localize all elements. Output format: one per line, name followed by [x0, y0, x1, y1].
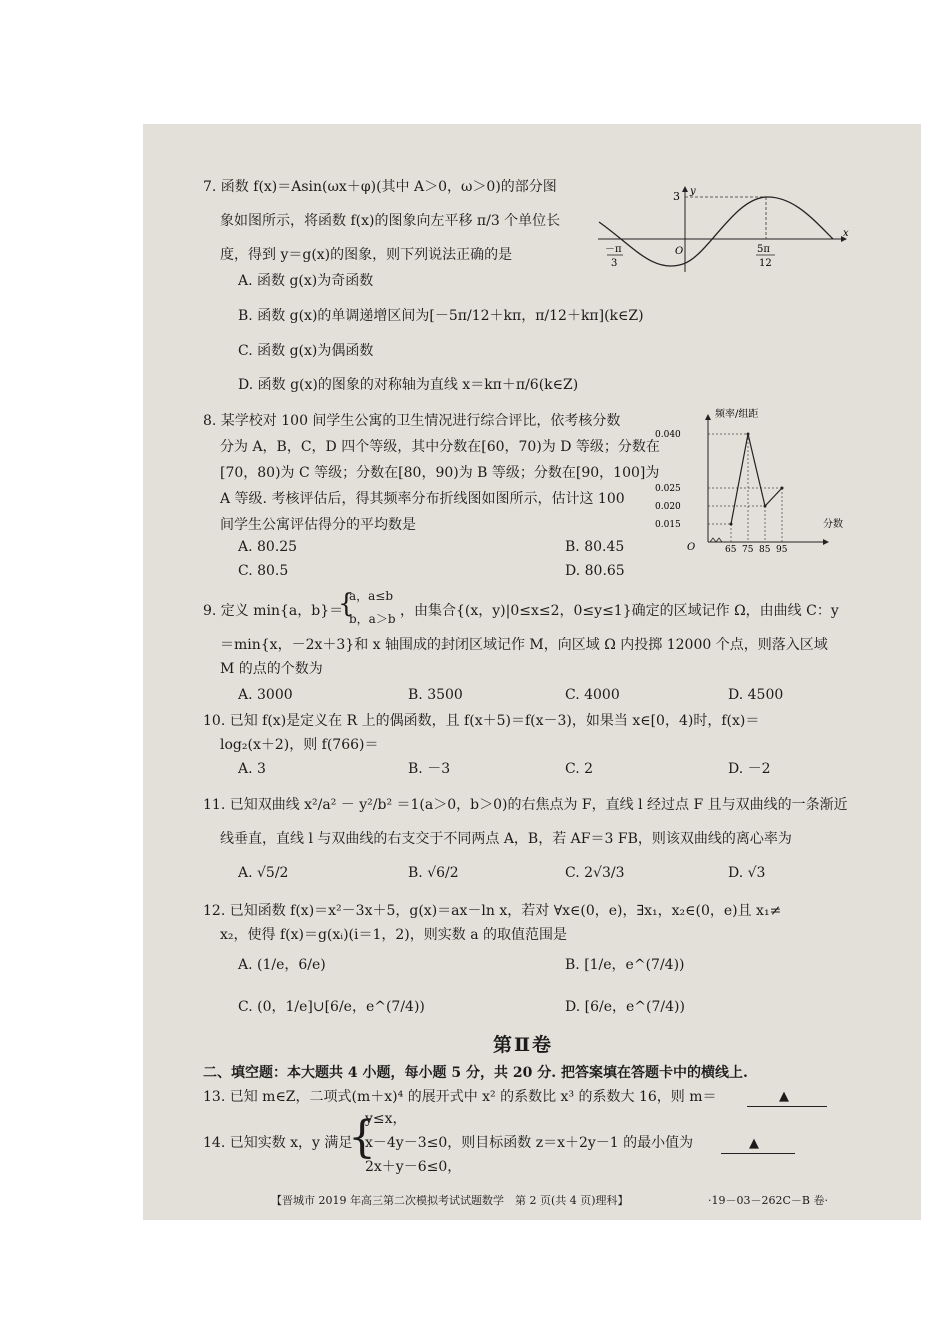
- q11-line-1: 11. 已知双曲线 x²/a² － y²/b² ＝1(a＞0，b＞0)的右焦点为 F，直线 l 经过点 F 且与双曲线的一条渐近: [203, 797, 848, 813]
- chart-ylabel: 频率/组距: [715, 409, 759, 420]
- q12-option-c: C. (0，1/e]∪[6/e，e^(7/4)): [238, 999, 425, 1015]
- q9-brace: {: [338, 589, 355, 619]
- q7-line-1: 7. 函数 f(x)＝Asin(ωx＋φ)(其中 A＞0，ω＞0)的部分图: [203, 179, 557, 195]
- y-tick-0.040: 0.040: [655, 430, 681, 440]
- q10-line-1: 10. 已知 f(x)是定义在 R 上的偶函数，且 f(x＋5)＝f(x－3)，如果当 x∈[0，4)时，f(x)＝: [203, 713, 760, 729]
- q8-line-3: [70，80)为 C 等级；分数在[80，90)为 B 等级；分数在[90，100]为: [220, 465, 660, 481]
- q8-line-5: 间学生公寓评估得分的平均数是: [220, 517, 416, 533]
- q8-line-4: A 等级. 考核评估后，得其频率分布折线图如图所示，估计这 100: [220, 491, 625, 507]
- data-point-75: [747, 433, 750, 436]
- chart-x-arrow: [823, 539, 829, 545]
- q14-blank-mark: ▲: [749, 1136, 759, 1151]
- frequency-line: [731, 434, 782, 524]
- q9-option-a: A. 3000: [238, 687, 293, 703]
- data-point-85: [764, 505, 767, 508]
- y-label: y: [690, 186, 696, 197]
- y-axis-arrow: [682, 186, 688, 192]
- part-2-header: 二、填空题：本大题共 4 小题，每小题 5 分，共 20 分. 把答案填在答题卡中的横线上.: [203, 1065, 748, 1081]
- exam-page: [143, 124, 921, 1220]
- q14-brace: {: [348, 1112, 376, 1163]
- q9-line-3: M 的点的个数为: [220, 661, 323, 677]
- y-tick-0.020: 0.020: [655, 502, 681, 512]
- q14-blank: [721, 1153, 795, 1154]
- q10-option-b: B. －3: [408, 761, 451, 777]
- q8-option-b: B. 80.45: [565, 539, 625, 555]
- data-point-65: [730, 523, 733, 526]
- origin-label: O: [675, 246, 684, 257]
- q12-option-a: A. (1/e，6/e): [238, 957, 326, 973]
- q9-line-2: ＝min{x，－2x＋3}和 x 轴围成的封闭区域记作 M，向区域 Ω 内投掷 12000 个点，则落入区域: [220, 637, 828, 653]
- q9-case-1: a，a≤b: [349, 589, 394, 603]
- chart-y-arrow: [705, 414, 711, 420]
- data-point-95: [781, 487, 784, 490]
- q7-line-3: 度，得到 y＝g(x)的图象，则下列说法正确的是: [220, 247, 513, 263]
- q10-option-c: C. 2: [565, 761, 594, 777]
- y-tick-0.015: 0.015: [655, 520, 681, 530]
- q13-text: 13. 已知 m∈Z，二项式(m＋x)⁴ 的展开式中 x² 的系数比 x³ 的系数大 16，则 m＝: [203, 1089, 717, 1105]
- footer-right: ·19－03－262C－B 卷·: [708, 1194, 828, 1207]
- q10-line-2: log₂(x＋2)，则 f(766)＝: [220, 737, 379, 753]
- q7-sine-graph: [593, 184, 853, 274]
- q7-option-a: A. 函数 g(x)为奇函数: [238, 273, 374, 289]
- q9-case-2: b，a＞b: [349, 612, 396, 626]
- q7-option-c: C. 函数 g(x)为偶函数: [238, 343, 374, 359]
- q12-line-1: 12. 已知函数 f(x)＝x²－3x＋5，g(x)＝ax－ln x，若对 ∀x∈(0，e)，∃x₁，x₂∈(0，e)且 x₁≠: [203, 903, 782, 919]
- amp-label: 3: [673, 190, 680, 203]
- q10-option-d: D. －2: [728, 761, 771, 777]
- peak-tick-num: 5π: [757, 244, 770, 255]
- q11-line-2: 线垂直，直线 l 与双曲线的右支交于不同两点 A，B，若 AF＝3 FB，则该双曲线的离心率为: [220, 831, 792, 847]
- q9-option-b: B. 3500: [408, 687, 463, 703]
- chart-origin: O: [687, 542, 696, 552]
- axis-break: [710, 538, 722, 542]
- part-2-title: 第Ⅱ卷: [493, 1034, 554, 1056]
- q8-option-d: D. 80.65: [565, 563, 625, 579]
- q14-constraint-3: 2x＋y－6≤0，: [365, 1159, 462, 1175]
- q9-option-c: C. 4000: [565, 687, 620, 703]
- q7-option-b: B. 函数 g(x)的单调递增区间为[－5π/12＋kπ，π/12＋kπ](k∈Z): [238, 308, 644, 324]
- x-tick-95: 95: [776, 545, 788, 552]
- q9-prefix: 9. 定义 min{a，b}＝: [203, 603, 344, 619]
- q13-blank: [747, 1106, 827, 1107]
- q14-constraint-1: y≤x，: [365, 1111, 407, 1127]
- q12-line-2: x₂，使得 f(x)＝g(xᵢ)(i＝1，2)，则实数 a 的取值范围是: [220, 927, 568, 943]
- peak-tick-den: 12: [759, 258, 772, 269]
- q8-line-1: 8. 某学校对 100 间学生公寓的卫生情况进行综合评比，依考核分数: [203, 413, 621, 429]
- x-tick-85: 85: [759, 545, 771, 552]
- q14-prefix: 14. 已知实数 x，y 满足: [203, 1135, 353, 1151]
- footer-left: 【晋城市 2019 年高三第二次模拟考试试题数学 第 2 页(共 4 页)理科】: [271, 1194, 629, 1207]
- q13-blank-mark: ▲: [779, 1089, 789, 1104]
- x-label: x: [843, 228, 849, 239]
- q8-option-a: A. 80.25: [238, 539, 298, 555]
- q10-option-a: A. 3: [238, 761, 266, 777]
- q12-option-d: D. [6/e，e^(7/4)): [565, 999, 685, 1015]
- q12-option-b: B. [1/e，e^(7/4)): [565, 957, 685, 973]
- q11-option-b: B. √6/2: [408, 865, 459, 881]
- frequency-polygon-chart: [653, 404, 853, 552]
- x-tick-65: 65: [725, 545, 737, 552]
- sine-curve: [599, 197, 833, 266]
- q9-line-1-rest: ，由集合{(x，y)|0≤x≤2，0≤y≤1}确定的区域记作 Ω，由曲线 C：y: [400, 603, 839, 619]
- q9-option-d: D. 4500: [728, 687, 784, 703]
- chart-xlabel: 分数: [823, 519, 843, 530]
- q7-line-2: 象如图所示，将函数 f(x)的图象向左平移 π/3 个单位长: [220, 213, 561, 229]
- x-tick-75: 75: [742, 545, 754, 552]
- neg-tick-den: 3: [611, 258, 618, 269]
- y-tick-0.025: 0.025: [655, 484, 681, 494]
- q8-line-2: 分为 A，B，C，D 四个等级，其中分数在[60，70)为 D 等级；分数在: [220, 439, 660, 455]
- q14-constraint-2: x－4y－3≤0，则目标函数 z＝x＋2y－1 的最小值为: [365, 1135, 694, 1151]
- q7-option-d: D. 函数 g(x)的图象的对称轴为直线 x＝kπ＋π/6(k∈Z): [238, 377, 579, 393]
- neg-tick-num: －π: [605, 244, 622, 255]
- q11-option-d: D. √3: [728, 865, 766, 881]
- q11-option-a: A. √5/2: [238, 865, 289, 881]
- q11-option-c: C. 2√3/3: [565, 865, 625, 881]
- q8-option-c: C. 80.5: [238, 563, 289, 579]
